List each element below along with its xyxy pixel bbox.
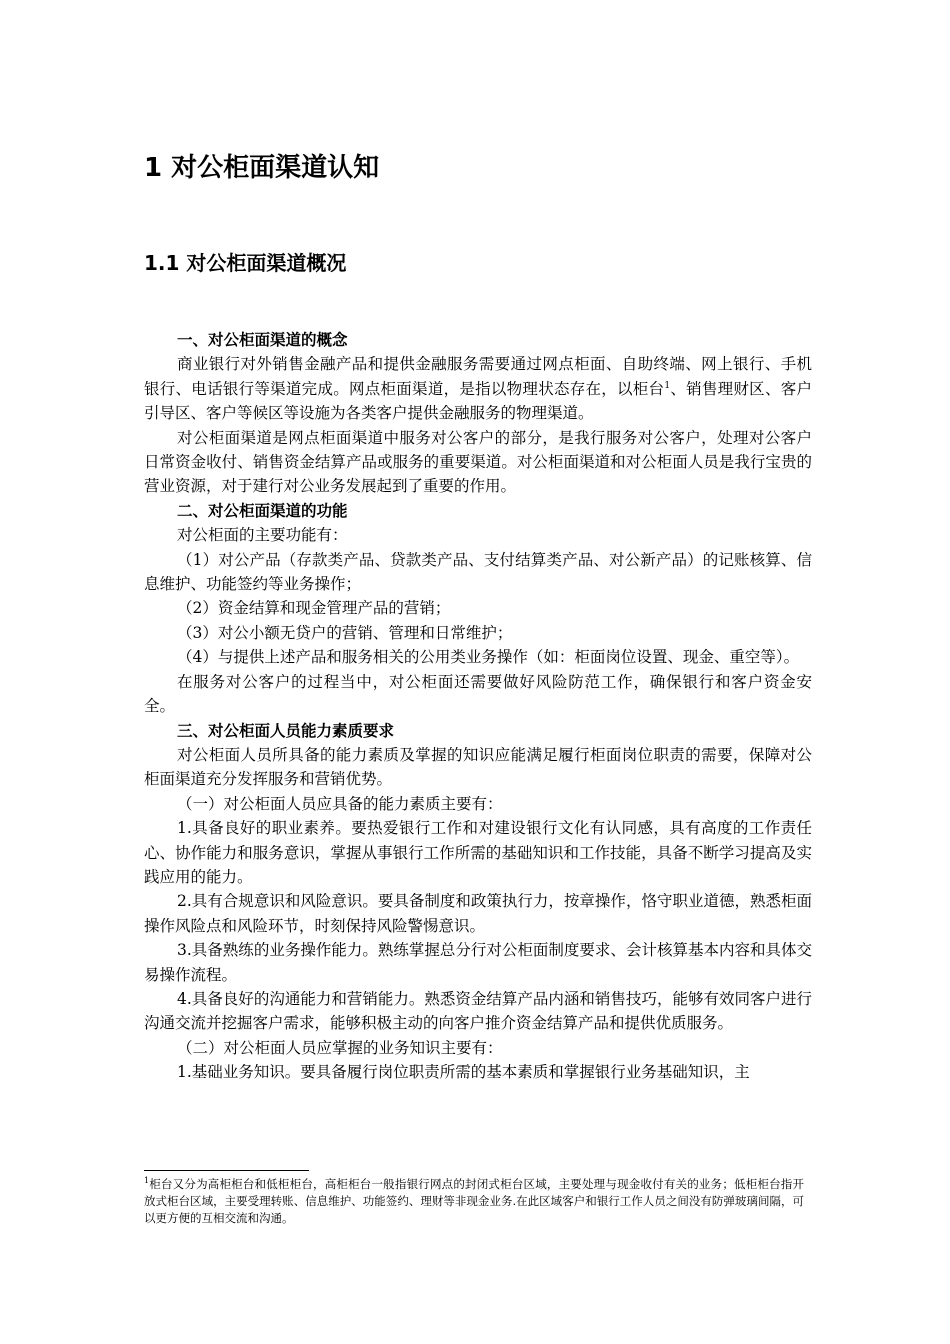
sec2-item-2: （2）资金结算和现金管理产品的营销； <box>177 599 451 618</box>
sec2-closing: 在服务对公客户的过程当中，对公柜面还需要做好风险防范工作，确保银行和客户资金安全。 <box>144 672 812 716</box>
chapter-heading: 1 对公柜面渠道认知 <box>144 153 380 183</box>
sec3-item-2: 2.具有合规意识和风险意识。要具备制度和政策执行力，按章操作，恪守职业道德，熟悉柜面操作风险点和风险环节，时刻保持风险警惕意识。 <box>144 892 812 935</box>
section-heading: 1.1 对公柜面渠道概况 <box>144 251 347 275</box>
sec3-intro: 对公柜面人员所具备的能力素质及掌握的知识应能满足履行柜面岗位职责的需要，保障对公柜面渠道充分发挥服务和营销优势。 <box>144 745 812 789</box>
sec1-paragraph-1 <box>144 352 812 425</box>
sec1-p1-text-a: 商业银行对外销售金融产品和提供金融服务需要通过网点柜面、自助终端、网上银行、手机银行、电话银行等渠道完成。网点柜面渠道，是指以物理状态存在，以柜台 <box>144 355 812 398</box>
footnote-mark: 1 <box>144 1176 150 1186</box>
sec3-item-4: 4.具备良好的沟通能力和营销能力。熟悉资金结算产品内涵和销售技巧，能够有效同客户进行沟通交流并挖掘客户需求，能够积极主动的向客户推介资金结算产品和提供优质服务。 <box>144 989 812 1033</box>
sec3-sub1: （一）对公柜面人员应具备的能力素质主要有： <box>177 794 503 813</box>
sec2-item-1: （1）对公产品（存款类产品、贷款类产品、支付结算类产品、对公新产品）的记账核算、信息维护、功能签约等业务操作； <box>144 550 812 594</box>
sec1-p1-text-b: 、销售理财区、客户引导区、客户等候区等设施为各类客户提供金融服务的物理渠道。 <box>144 379 812 423</box>
footnote <box>144 1176 804 1227</box>
sec3-title: 三、对公柜面人员能力素质要求 <box>177 721 395 740</box>
document-body <box>144 328 812 1085</box>
sec3-item-3: 3.具备熟练的业务操作能力。熟练掌握总分行对公柜面制度要求、会计核算基本内容和具体交易操作流程。 <box>144 941 812 984</box>
footnote-separator <box>144 1170 309 1171</box>
sec2-item-4: （4）与提供上述产品和服务相关的公用类业务操作（如：柜面岗位设置、现金、重空等）。 <box>177 648 800 667</box>
sec2-title: 二、对公柜面渠道的功能 <box>177 501 348 520</box>
sec3-item-b1: 1.基础业务知识。要具备履行岗位职责所需的基本素质和掌握银行业务基础知识，主 <box>177 1063 750 1082</box>
footnote-text: 柜台又分为高柜柜台和低柜柜台，高柜柜台一般指银行网点的封闭式柜台区域，主要处理与现金收付有关的业务；低柜柜台指开放式柜台区域，主要受理转账、信息维护、功能签约、理财等非现金业务.在此区域客户和银行工作人员之间没有防弹玻璃间隔，可以更方便的互相交流和沟通。 <box>144 1177 804 1225</box>
sec2-intro: 对公柜面的主要功能有： <box>177 526 348 545</box>
sec1-title: 一、对公柜面渠道的概念 <box>177 331 348 349</box>
sec3-item-1: 1.具备良好的职业素养。要热爱银行工作和对建设银行文化有认同感，具有高度的工作责任心、协作能力和服务意识，掌握从事银行工作所需的基础知识和工作技能，具备不断学习提高及实践应用的能力。 <box>144 819 812 886</box>
sec2-item-3: （3）对公小额无贷户的营销、管理和日常维护； <box>177 623 513 642</box>
sec3-sub2: （二）对公柜面人员应掌握的业务知识主要有： <box>177 1038 503 1057</box>
sec1-paragraph-2: 对公柜面渠道是网点柜面渠道中服务对公客户的部分，是我行服务对公客户，处理对公客户日常资金收付、销售资金结算产品或服务的重要渠道。对公柜面渠道和对公柜面人员是我行宝贵的营业资源，对于建行对公业务发展起到了重要的作用。 <box>144 428 812 496</box>
footnote-ref: 1 <box>664 380 671 391</box>
